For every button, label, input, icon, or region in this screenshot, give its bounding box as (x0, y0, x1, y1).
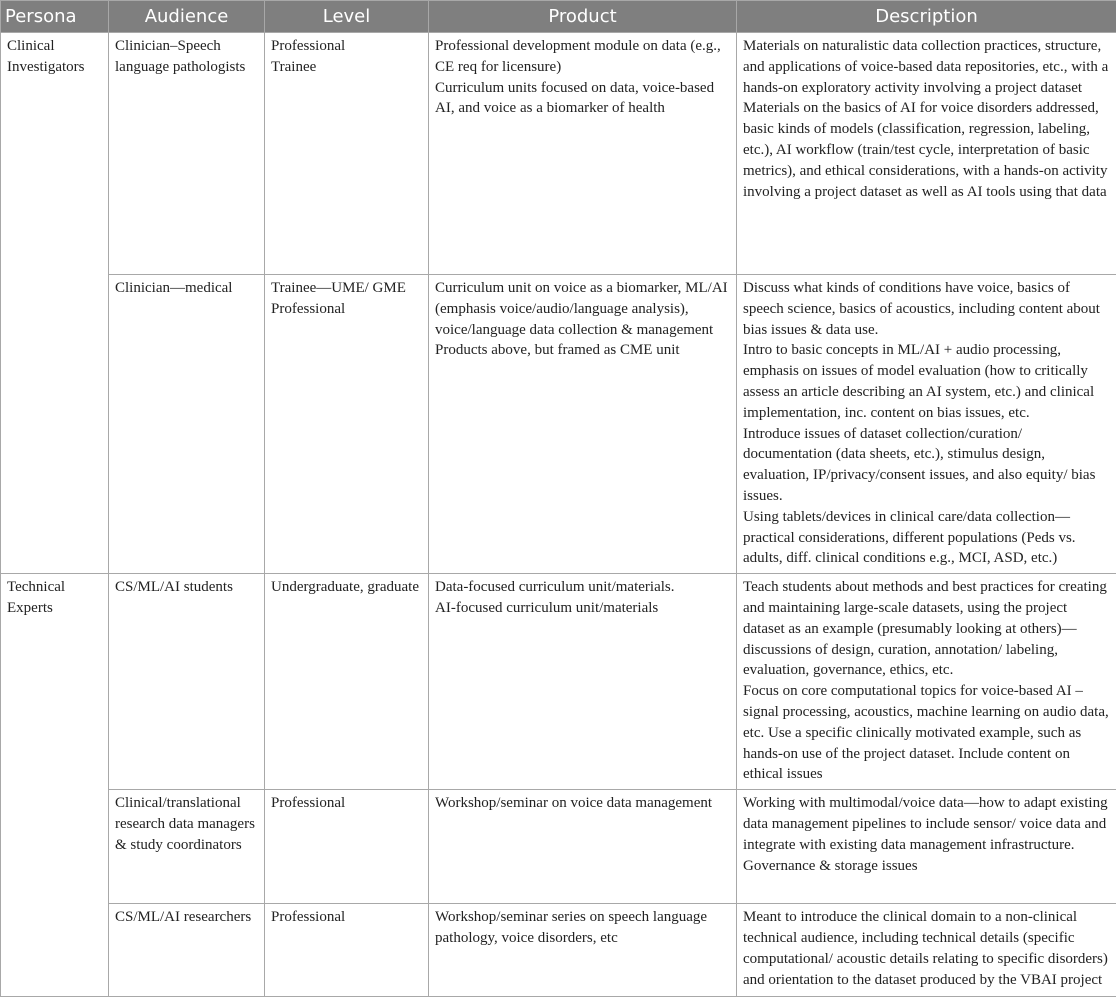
description-paragraph: Focus on core computational topics for voice-based AI – signal processing, acoustics, machine learning on audio data, etc. Use a specific clinically motivated example, such as hands-on use of the project dataset. Include content on ethical issues (743, 681, 1110, 785)
description-paragraph: Using tablets/devices in clinical care/data collection—practical considerations, different populations (Peds vs. adults, diff. clinical conditions e.g., MCI, ASD, etc.) (743, 507, 1110, 569)
product-line: Professional development module on data (e.g., CE req for licensure) (435, 36, 730, 78)
product-line: AI-focused curriculum unit/materials (435, 598, 730, 619)
product-cell (429, 275, 737, 574)
table-row (1, 33, 1116, 275)
description-paragraph: Intro to basic concepts in ML/AI + audio processing, emphasis on issues of model evaluation (how to critically assess an article describing an AI system, etc.) and clinical implementation, inc. content on bias issues, etc. (743, 340, 1110, 423)
description-cell (737, 275, 1116, 574)
product-cell (429, 904, 737, 997)
header-row (1, 1, 1116, 33)
description-paragraph: Working with multimodal/voice data—how to adapt existing data management pipelines to include sensor/ voice data and integrate with existing data management infrastructure. Governance & storage issues (743, 793, 1110, 876)
header-level: Level (265, 1, 429, 33)
level-line: Professional (271, 793, 422, 814)
description-paragraph: Meant to introduce the clinical domain to a non-clinical technical audience, including technical details (specific computational/ acoustic details relating to specific disorders) and orientation to the dataset produced by the VBAI project (743, 907, 1110, 990)
table-row (1, 275, 1116, 574)
level-cell (265, 904, 429, 997)
product-line: Products above, but framed as CME unit (435, 340, 730, 361)
level-cell (265, 574, 429, 790)
audience-cell: Clinician—medical (109, 275, 265, 574)
level-line: Trainee (271, 57, 422, 78)
level-line: Professional (271, 299, 422, 320)
description-cell (737, 790, 1116, 904)
description-paragraph: Teach students about methods and best practices for creating and maintaining large-scale datasets, using the project dataset as an example (presumably looking at others)—discussions of design, curation, annotation/ labeling, evaluation, governance, ethics, etc. (743, 577, 1110, 681)
description-paragraph: Materials on the basics of AI for voice disorders addressed, basic kinds of models (classification, regression, labeling, etc.), AI workflow (train/test cycle, interpretation of basic metrics), and ethical considerations, with a hands-on activity involving a project dataset as well as AI tools using that data (743, 98, 1110, 202)
audience-cell: Clinician–Speech language pathologists (109, 33, 265, 275)
header-description: Description (737, 1, 1116, 33)
audience-cell: CS/ML/AI researchers (109, 904, 265, 997)
audience-cell: CS/ML/AI students (109, 574, 265, 790)
level-cell (265, 33, 429, 275)
header-persona: Persona (1, 1, 109, 33)
product-cell (429, 574, 737, 790)
table-row (1, 904, 1116, 997)
header-audience: Audience (109, 1, 265, 33)
product-cell (429, 33, 737, 275)
audience-cell: Clinical/translational research data managers & study coordinators (109, 790, 265, 904)
description-cell (737, 33, 1116, 275)
level-line: Undergraduate, graduate (271, 577, 422, 598)
product-line: Curriculum unit on voice as a biomarker, ML/AI (emphasis voice/audio/language analysis), voice/language data collection & management (435, 278, 730, 340)
product-line: Workshop/seminar series on speech language pathology, voice disorders, etc (435, 907, 730, 949)
description-paragraph: Materials on naturalistic data collection practices, structure, and applications of voice-based data repositories, etc., with a hands-on exploratory activity involving a project dataset (743, 36, 1110, 98)
description-cell (737, 904, 1116, 997)
header-product: Product (429, 1, 737, 33)
level-cell (265, 275, 429, 574)
product-line: Workshop/seminar on voice data management (435, 793, 730, 814)
description-paragraph: Introduce issues of dataset collection/curation/ documentation (data sheets, etc.), stimulus design, evaluation, IP/privacy/consent issues, and also equity/ bias issues. (743, 424, 1110, 507)
description-cell (737, 574, 1116, 790)
table-row (1, 574, 1116, 790)
level-line: Professional (271, 907, 422, 928)
table-row (1, 790, 1116, 904)
product-cell (429, 790, 737, 904)
level-line: Trainee—UME/ GME (271, 278, 422, 299)
description-paragraph: Discuss what kinds of conditions have voice, basics of speech science, basics of acoustics, including content about bias issues & data use. (743, 278, 1110, 340)
level-cell (265, 790, 429, 904)
persona-cell: Clinical Investigators (1, 33, 109, 574)
persona-cell: Technical Experts (1, 574, 109, 997)
level-line: Professional (271, 36, 422, 57)
product-line: Data-focused curriculum unit/materials. (435, 577, 730, 598)
product-line: Curriculum units focused on data, voice-based AI, and voice as a biomarker of health (435, 78, 730, 120)
